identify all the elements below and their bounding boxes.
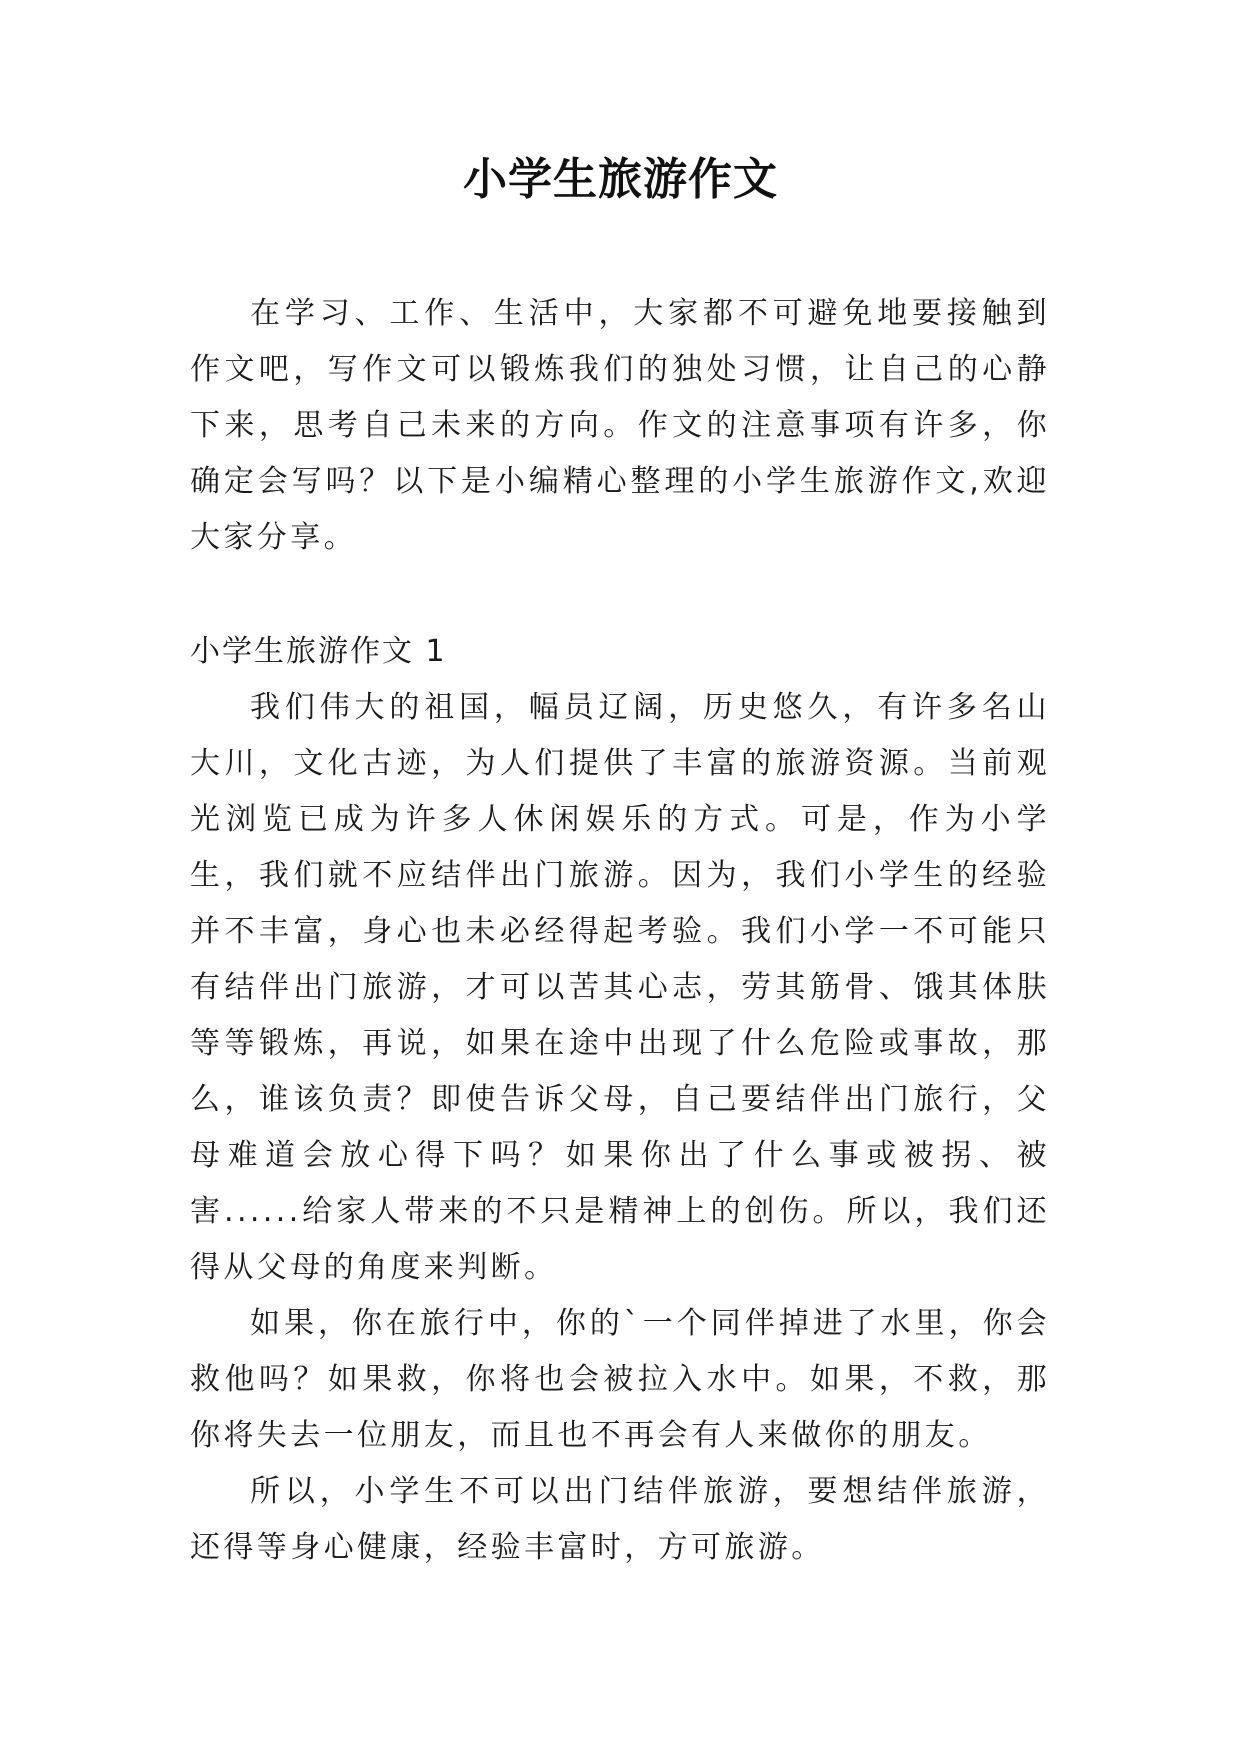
- document-title: 小学生旅游作文: [463, 154, 778, 205]
- body-paragraph: 如果，你在旅行中，你的`一个同伴掉进了水里，你会救他吗？如果救，你将也会被拉入水中。如果，不救，那你将失去一位朋友，而且也不再会有人来做你的朋友。: [190, 1306, 1050, 1453]
- document-body: [190, 286, 1050, 1576]
- intro-paragraph: 在学习、工作、生活中，大家都不可避免地要接触到作文吧，写作文可以锻炼我们的独处习惯，让自己的心静下来，思考自己未来的方向。作文的注意事项有许多，你确定会写吗？以下是小编精心整理的小学生旅游作文,欢迎大家分享。: [190, 296, 1050, 555]
- body-paragraph: 我们伟大的祖国，幅员辽阔，历史悠久，有许多名山大川，文化古迹，为人们提供了丰富的旅游资源。当前观光浏览已成为许多人休闲娱乐的方式。可是，作为小学生，我们就不应结伴出门旅游。因为，我们小学生的经验并不丰富，身心也未必经得起考验。我们小学一不可能只有结伴出门旅游，才可以苦其心志，劳其筋骨、饿其体肤等等锻炼，再说，如果在途中出现了什么危险或事故，那么，谁该负责？即使告诉父母，自己要结伴出门旅行，父母难道会放心得下吗？如果你出了什么事或被拐、被害......给家人带来的不只是精神上的创伤。所以，我们还得从父母的角度来判断。: [190, 690, 1050, 1285]
- body-paragraph: 所以，小学生不可以出门结伴旅游，要想结伴旅游，还得等身心健康，经验丰富时，方可旅游。: [190, 1474, 1050, 1565]
- section-heading: 小学生旅游作文 1: [190, 634, 447, 669]
